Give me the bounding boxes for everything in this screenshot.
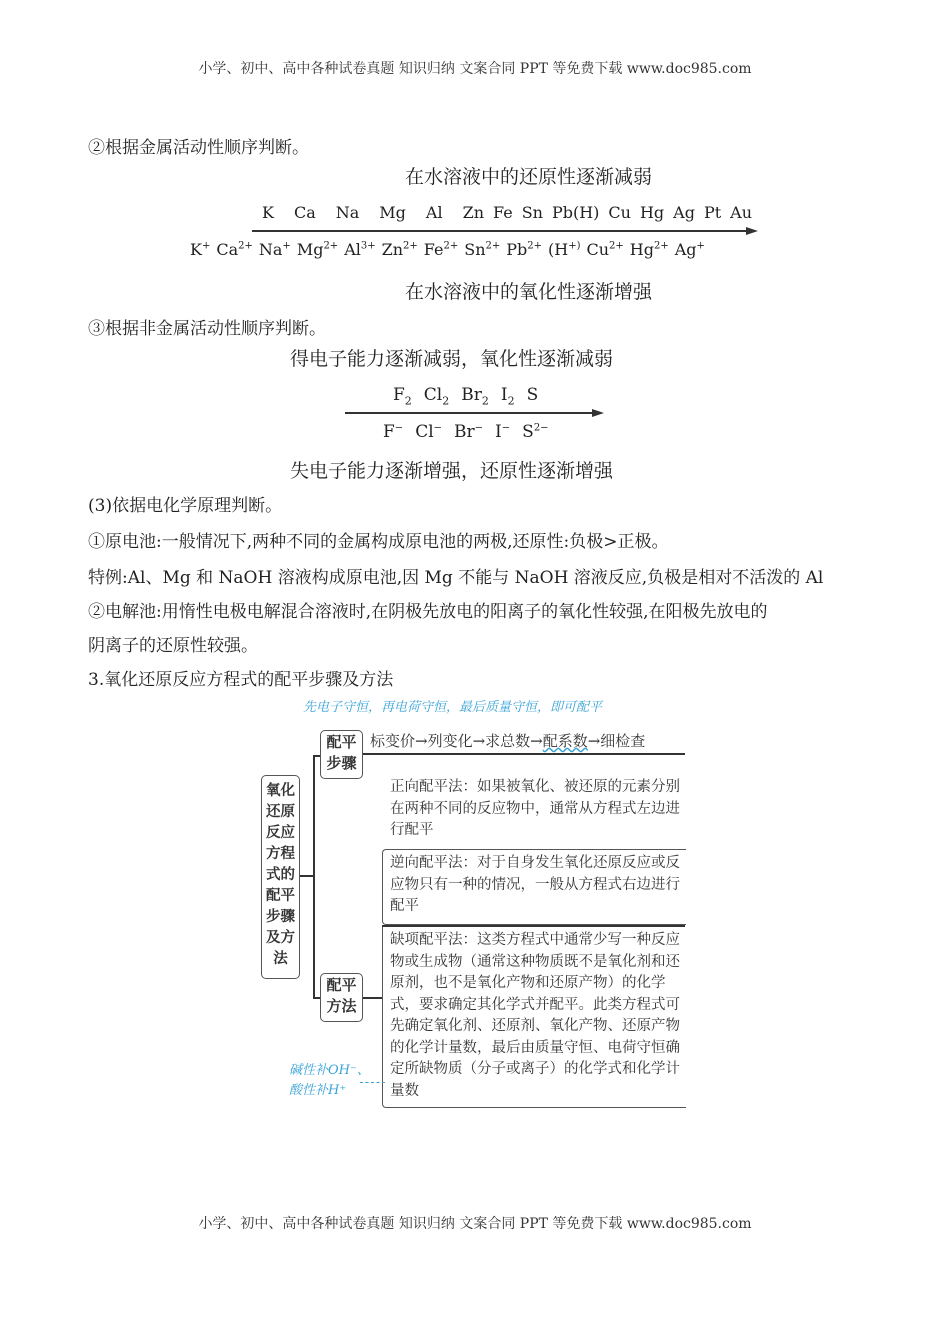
metal-symbol: Fe <box>493 203 513 222</box>
nonmetal-bottom-caption: 失电子能力逐渐增强，还原性逐渐增强 <box>290 460 614 482</box>
ion-symbol: $Hg^{2+}$ <box>629 240 669 259</box>
ion-symbol: $Fe^{2+}$ <box>423 240 459 259</box>
paragraph: 阴离子的还原性较强。 <box>88 636 258 656</box>
metal-bottom-caption: 在水溶液中的氧化性逐渐增强 <box>405 281 653 303</box>
superscript: 2+ <box>527 240 543 252</box>
metal-heading: ②根据金属活动性顺序判断。 <box>88 138 309 158</box>
ion-symbol: $Cu^{2+}$ <box>586 240 624 259</box>
note-top: 先电子守恒，再电荷守恒，最后质量守恒，即可配平 <box>303 700 603 715</box>
metal-symbol: Hg <box>639 203 665 222</box>
metal-symbol: Na <box>335 203 360 222</box>
subscript: 2 <box>507 394 515 408</box>
root-label: 氧化还原反应方程式的配平步骤及方法 <box>266 782 295 967</box>
superscript: 2+ <box>238 240 253 252</box>
nonmetal-top-caption: 得电子能力逐渐减弱，氧化性逐渐减弱 <box>290 348 614 370</box>
superscript: 2+ <box>654 240 669 252</box>
superscript: 3+ <box>360 240 376 252</box>
nonmetal-arrow-line <box>345 412 593 414</box>
superscript: 2+ <box>609 240 624 252</box>
anion-symbol: I− <box>495 422 511 442</box>
superscript: 2+ <box>403 240 418 252</box>
metal-symbol: Ag <box>673 203 695 222</box>
metal-symbol: Pb(H) <box>551 203 600 222</box>
anion-series <box>383 422 561 442</box>
superscript: − <box>501 422 511 434</box>
superscript: 2+ <box>323 240 339 252</box>
steps-label: 配平步骤 <box>326 733 357 772</box>
anion-symbol: Br− <box>454 422 484 442</box>
superscript: 2− <box>533 422 549 434</box>
superscript: − <box>433 422 443 434</box>
metal-symbol: Sn <box>521 203 543 222</box>
subscript: 2 <box>442 394 450 408</box>
nonmetal-symbol: S <box>526 385 539 405</box>
divider <box>362 753 685 755</box>
ion-series <box>190 240 711 259</box>
methods-box <box>320 973 363 1022</box>
superscript: 2+ <box>485 240 501 252</box>
superscript: + <box>282 240 291 252</box>
ion-symbol: (H+) <box>548 240 581 259</box>
root-box <box>261 775 300 979</box>
nonmetal-series <box>393 385 550 407</box>
method-forward: 正向配平法：如果被氧化、被还原的元素分别在两种不同的反应物中，通常从方程式左边进行配平 <box>390 779 680 838</box>
superscript: − <box>474 422 484 434</box>
ion-symbol: Na+ <box>258 240 291 259</box>
ion-symbol: K+ <box>190 240 211 259</box>
metal-symbol: Au <box>730 203 753 222</box>
nonmetal-symbol: $F_2$ <box>393 385 412 408</box>
methods-label: 配平方法 <box>326 976 357 1015</box>
metal-symbol: K <box>262 203 274 222</box>
metal-symbol: Mg <box>379 203 406 222</box>
metal-symbol: Cu <box>608 203 631 222</box>
method-reverse: 逆向配平法：对于自身发生氧化还原反应或反应物只有一种的情况，一般从方程式右边进行配平 <box>390 855 680 914</box>
metal-symbol: Pt <box>703 203 722 222</box>
superscript: + <box>696 240 705 252</box>
connector <box>313 755 315 998</box>
ion-symbol: $Sn^{2+}$ <box>464 240 501 259</box>
superscript: 2+ <box>443 240 459 252</box>
anion-symbol: $S^{2-}$ <box>522 422 549 442</box>
ion-symbol: $Pb^{2+}$ <box>506 240 543 259</box>
subscript: 2 <box>481 394 489 408</box>
highlighted-step: 配系数 <box>542 732 588 750</box>
nonmetal-symbol: $I_2$ <box>500 385 515 408</box>
note-left-2: 酸性补H⁺ <box>289 1083 347 1098</box>
ion-symbol: $Al^{3+}$ <box>344 240 376 259</box>
method-missing: 缺项配平法：这类方程式中通常少写一种反应物或生成物（通常这种物质既不是氧化剂和还原剂，也不是氧化产物和还原产物）的化学式，要求确定其化学式并配平。此类方程式可先确定氧化剂、还原剂、氧化产物、还原产物的化学计量数，最后由质量守恒、电荷守恒确定所缺物质（分子或离子）的化学式和化学计量数 <box>390 932 680 1099</box>
superscript: +) <box>568 240 581 252</box>
paragraph: 特例:Al、Mg 和 NaOH 溶液构成原电池,因 Mg 不能与 NaOH 溶液反应,负极是相对不活泼的 Al <box>88 568 824 588</box>
anion-symbol: F− <box>383 422 404 442</box>
ion-symbol: $Mg^{2+}$ <box>296 240 339 259</box>
metal-series <box>262 203 762 222</box>
steps-box <box>320 730 363 779</box>
metal-symbol: Al <box>425 203 443 222</box>
metal-symbol: Ca <box>293 203 316 222</box>
arrow-head-icon <box>746 227 758 235</box>
note-arrow <box>360 1082 385 1083</box>
divider <box>382 925 685 927</box>
metal-top-caption: 在水溶液中的还原性逐渐减弱 <box>405 166 653 188</box>
steps-text: 标变价→列变化→求总数→配系数→细检查 <box>370 732 646 750</box>
section-title: 3.氧化还原反应方程式的配平步骤及方法 <box>88 670 394 690</box>
superscript: − <box>394 422 404 434</box>
metal-symbol: Zn <box>462 203 484 222</box>
connector <box>300 875 313 877</box>
nonmetal-symbol: $Br_2$ <box>461 385 489 408</box>
paragraph: (3)依据电化学原理判断。 <box>88 496 283 516</box>
nonmetal-heading: ③根据非金属活动性顺序判断。 <box>88 319 326 339</box>
anion-symbol: Cl− <box>415 422 443 442</box>
superscript: + <box>201 240 211 252</box>
metal-arrow-line <box>252 230 747 232</box>
ion-symbol: Ag+ <box>674 240 705 259</box>
note-left-1: 碱性补OH⁻、 <box>289 1063 370 1078</box>
nonmetal-symbol: $Cl_2$ <box>423 385 450 408</box>
arrow-head-icon <box>592 409 604 417</box>
page-header: 小学、初中、高中各种试卷真题 知识归纳 文案合同 PPT 等免费下载 www.doc985.com <box>198 61 752 77</box>
paragraph: ①原电池:一般情况下,两种不同的金属构成原电池的两极,还原性:负极>正极。 <box>88 532 669 552</box>
page-footer: 小学、初中、高中各种试卷真题 知识归纳 文案合同 PPT 等免费下载 www.doc985.com <box>198 1216 752 1232</box>
connector <box>362 997 382 999</box>
ion-symbol: $Ca^{2+}$ <box>216 240 253 259</box>
paragraph: ②电解池:用惰性电极电解混合溶液时,在阴极先放电的阳离子的氧化性较强,在阳极先放电的 <box>88 602 768 622</box>
subscript: 2 <box>404 394 412 408</box>
ion-symbol: $Zn^{2+}$ <box>381 240 418 259</box>
